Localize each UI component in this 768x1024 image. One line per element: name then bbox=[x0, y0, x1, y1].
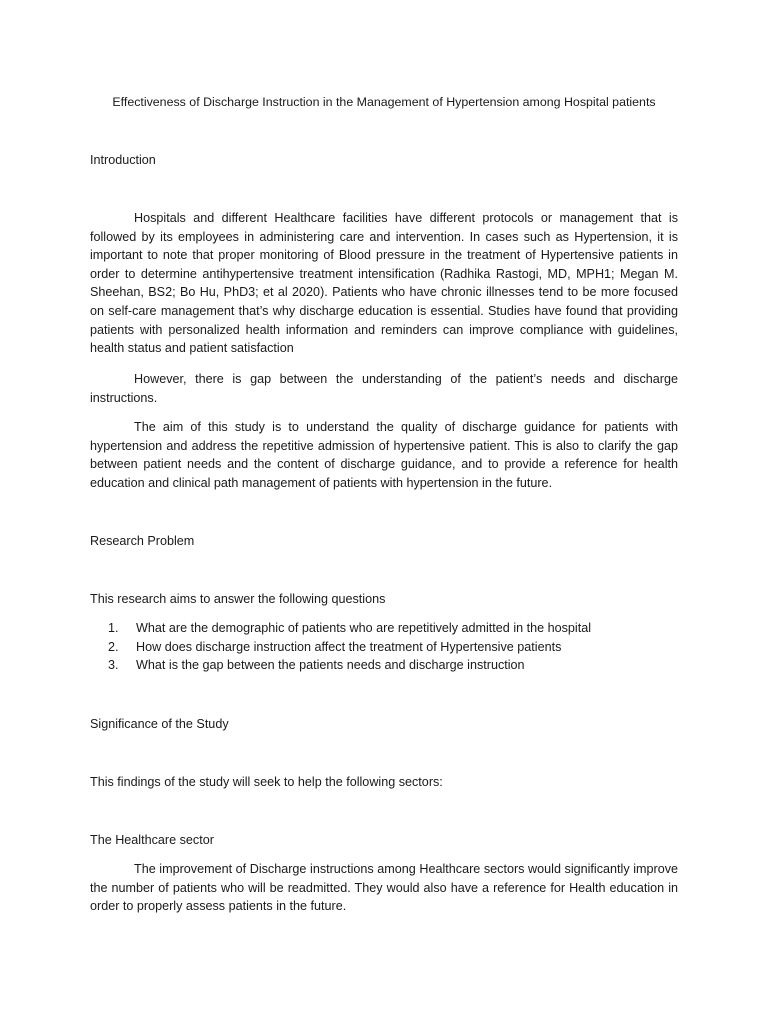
list-item-text: What are the demographic of patients who are repetitively admitted in the hospital bbox=[136, 621, 592, 635]
list-item bbox=[108, 619, 591, 638]
list-item-text: What is the gap between the patients needs and discharge instruction bbox=[136, 658, 525, 673]
introduction-paragraph-2: However, there is gap between the understanding of the patient’s needs and discharge instructions. bbox=[90, 372, 678, 405]
list-item bbox=[108, 656, 591, 675]
list-item-number: 3. bbox=[108, 658, 119, 673]
list-item bbox=[108, 638, 591, 657]
significance-heading: Significance of the Study bbox=[90, 717, 229, 731]
significance-lead: This findings of the study will seek to help the following sectors: bbox=[90, 775, 443, 789]
research-problem-lead: This research aims to answer the following questions bbox=[90, 592, 386, 606]
healthcare-sector-subheading: The Healthcare sector bbox=[90, 833, 214, 847]
list-item-number: 1. bbox=[108, 621, 119, 635]
research-problem-heading: Research Problem bbox=[90, 534, 195, 548]
healthcare-sector-paragraph: The improvement of Discharge instructions among Healthcare sectors would significantly improve the number of patients who will be readmitted. They would also have a reference for Health education in order to properly assess patients in the future. bbox=[90, 862, 678, 914]
list-item-number: 2. bbox=[108, 639, 119, 654]
list-item-text: How does discharge instruction affect the treatment of Hypertensive patients bbox=[136, 639, 562, 654]
introduction-paragraph-1: Hospitals and different Healthcare facilities have different protocols or management that is followed by its employees in administering care and intervention. In cases such as Hypertension, it is important to note that proper monitoring of Blood pressure in the treatment of Hypertensive patients in order to determine antihypertensive treatment intensification (Radhika Rastogi, MD, MPH1; Megan M. Sheehan, BS2; Bo Hu, PhD3; et al 2020). Patients who have chronic illnesses tend to be more focused on self-care management that’s why discharge education is essential. Studies have found that providing patients with personalized health information and reminders can improve compliance with guidelines, health status and patient satisfaction bbox=[90, 211, 678, 356]
research-questions-list bbox=[108, 619, 591, 675]
introduction-heading: Introduction bbox=[90, 153, 156, 167]
introduction-paragraph-3: The aim of this study is to understand the quality of discharge guidance for patients with hypertension and address the repetitive admission of hypertensive patient. This is also to clarify the gap between patient needs and the content of discharge guidance, and to provide a reference for health education and clinical path management of patients with hypertension in the future. bbox=[90, 420, 678, 490]
document-title: Effectiveness of Discharge Instruction in the Management of Hypertension among Hospital patients bbox=[112, 95, 656, 109]
